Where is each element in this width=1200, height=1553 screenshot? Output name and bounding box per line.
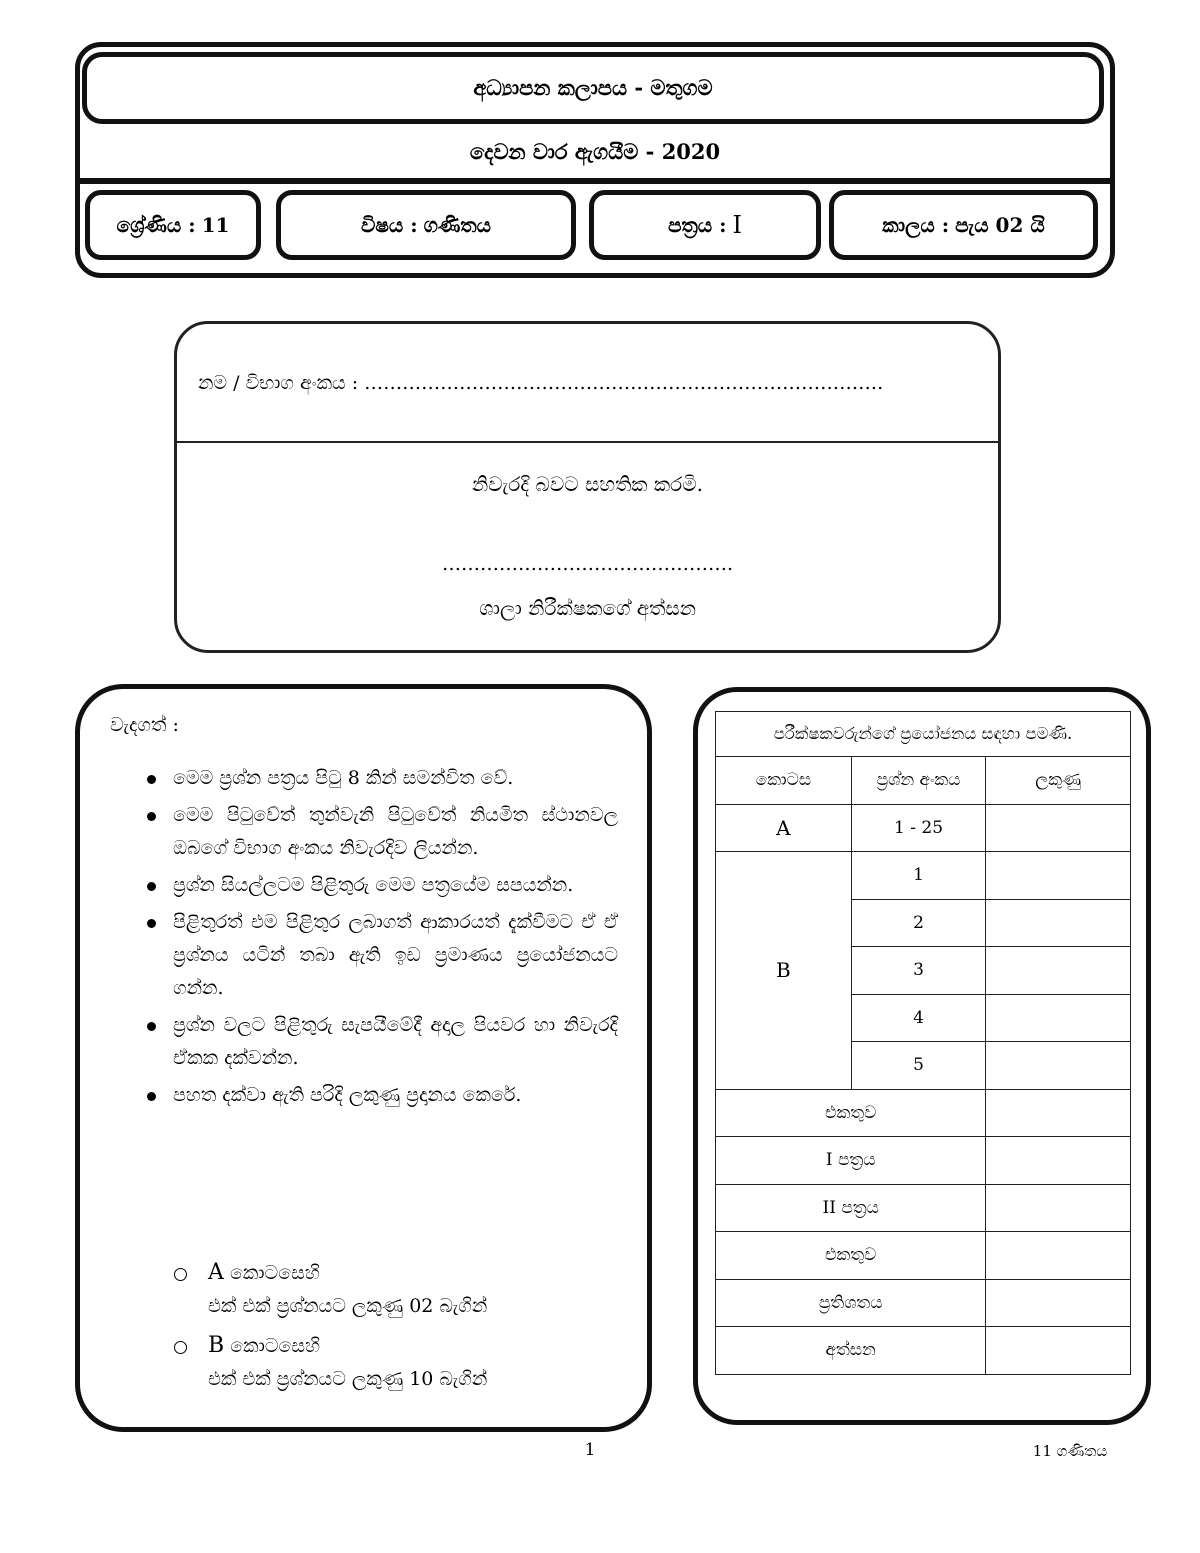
bullet-icon <box>147 775 156 784</box>
question-cell: 4 <box>851 994 986 1042</box>
name-field[interactable]: ………………………………………………………………………. <box>364 372 884 394</box>
grade-value: 11 <box>201 213 230 237</box>
table-row <box>716 852 1131 900</box>
bullet-icon <box>147 812 156 821</box>
office-title: අධ්‍යාපන කලාපය - මතුගම <box>82 52 1104 124</box>
subject-value: ගණිතය <box>423 213 492 237</box>
grade-label: ශ්‍රේණිය : <box>116 213 196 237</box>
marks-cell[interactable] <box>986 852 1131 900</box>
marks-cell[interactable] <box>986 1042 1131 1090</box>
time-label: කාලය : <box>882 213 950 237</box>
table-caption: පරීක්ෂකවරුන්ගේ ප්‍රයෝජනය සඳහා පමණි. <box>716 712 1131 757</box>
list-item: පිළිතුරත් එම පිළිතුර ලබාගත් ආකාරයත් දැක්වීමට ඒ ඒ ප්‍රශ්නය යටින් තබා ඇති ඉඩ ප්‍රමාණය ප්‍රයෝජනයට ගන්න. <box>140 906 618 1005</box>
assessment-title: දෙවන වාර ඇගයීම - 2020 <box>469 139 721 164</box>
question-cell: 2 <box>851 899 986 947</box>
paper-box <box>589 190 821 260</box>
table-row <box>716 1184 1131 1232</box>
table-row <box>716 804 1131 852</box>
signature-field[interactable]: ………………………………………. <box>441 553 734 575</box>
header-cell: කොටස <box>716 757 852 805</box>
header-divider <box>78 178 1112 184</box>
marks-cell[interactable] <box>986 1232 1131 1280</box>
examiner-table <box>715 711 1131 1375</box>
list-item: B කොටසෙහි එක් එක් ප්‍රශ්නයට ලකුණු 10 බැගින් <box>172 1329 612 1396</box>
marks-cell[interactable] <box>986 947 1131 995</box>
paper-ii-label: II පත්‍රය <box>716 1184 986 1232</box>
paper-i-label: I පත්‍රය <box>716 1137 986 1185</box>
question-cell: 1 <box>851 852 986 900</box>
marks-cell[interactable] <box>986 1089 1131 1137</box>
question-cell: 1 - 25 <box>851 804 986 852</box>
signature-label: ශාලා නිරීක්ෂකගේ අත්සන <box>479 596 696 620</box>
percentage-label: ප්‍රතිශතය <box>716 1279 986 1327</box>
name-label: නම / විභාග අංකය : <box>198 372 359 394</box>
marks-cell[interactable] <box>986 804 1131 852</box>
table-row <box>716 712 1131 757</box>
name-box-divider <box>176 441 999 443</box>
list-item: මෙම ප්‍රශ්න පත්‍රය පිටු 8 කින් සමන්විත වේ. <box>140 762 618 795</box>
header-cell: ලකුණු <box>986 757 1131 805</box>
instructions-title: වැදගත් : <box>110 714 179 736</box>
list-item: ප්‍රශ්න සියල්ලටම පිළිතුරු මෙම පත්‍රයේම සපයන්න. <box>140 869 618 902</box>
section-a-cell: A <box>716 804 852 852</box>
list-item: මෙම පිටුවේත් තුන්වැනි පිටුවේත් නියමිත ස්ථානවල ඔබගේ විභාග අංකය නිවැරදිව ලියන්න. <box>140 799 618 865</box>
table-row <box>716 1232 1131 1280</box>
circle-bullet-icon <box>174 1268 187 1281</box>
footer-tag: 11 ගණිතය <box>1032 1442 1108 1460</box>
question-cell: 3 <box>851 947 986 995</box>
table-row <box>716 757 1131 805</box>
table-row <box>716 1137 1131 1185</box>
certify-text: නිවැරදි බවට සහතික කරමි. <box>472 472 703 496</box>
total-label: එකතුව <box>716 1232 986 1280</box>
marks-cell[interactable] <box>986 1184 1131 1232</box>
paper-value: I <box>732 211 742 239</box>
subject-label: විෂය : <box>360 213 418 237</box>
bullet-icon <box>147 919 156 928</box>
marks-cell[interactable] <box>986 1327 1131 1375</box>
time-value: පැය 02 යි <box>955 213 1045 237</box>
instructions-list <box>140 762 618 1116</box>
table-row <box>716 1279 1131 1327</box>
total-label: එකතුව <box>716 1089 986 1137</box>
list-item: පහත දක්වා ඇති පරිදි ලකුණු ප්‍රදානය කෙරේ. <box>140 1079 618 1112</box>
table-row <box>716 1327 1131 1375</box>
signature-label: අත්සන <box>716 1327 986 1375</box>
marks-sublist <box>172 1256 612 1402</box>
list-item: ප්‍රශ්න වලට පිළිතුරු සැපයීමේදී අදාල පියවර හා නිවැරදි ඒකක දක්වන්න. <box>140 1009 618 1075</box>
circle-bullet-icon <box>174 1341 187 1354</box>
grade-box <box>85 190 261 260</box>
bullet-icon <box>147 1022 156 1031</box>
marks-cell[interactable] <box>986 1137 1131 1185</box>
bullet-icon <box>147 882 156 891</box>
page-number: 1 <box>584 1440 596 1460</box>
marks-cell[interactable] <box>986 899 1131 947</box>
section-b-cell: B <box>716 852 852 1090</box>
paper-label: පත්‍රය : <box>668 213 727 237</box>
subject-box <box>276 190 576 260</box>
marks-cell[interactable] <box>986 1279 1131 1327</box>
bullet-icon <box>147 1092 156 1101</box>
marks-cell[interactable] <box>986 994 1131 1042</box>
name-row <box>198 372 978 394</box>
list-item: A කොටසෙහි එක් එක් ප්‍රශ්නයට ලකුණු 02 බැගින් <box>172 1256 612 1323</box>
time-box <box>829 190 1098 260</box>
table-row <box>716 1089 1131 1137</box>
question-cell: 5 <box>851 1042 986 1090</box>
header-cell: ප්‍රශ්න අංකය <box>851 757 986 805</box>
